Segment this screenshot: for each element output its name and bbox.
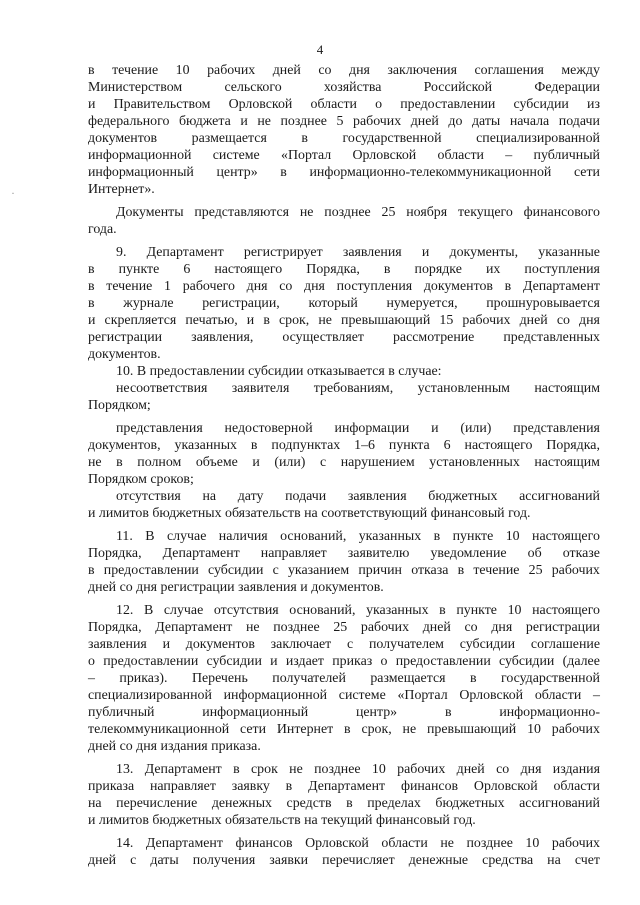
text-line: в предоставлении субсидии с указанием причин отказа в течение 25 рабочих xyxy=(88,563,600,578)
text-line: приказа направляет заявку в Департамент финансов Орловской области xyxy=(88,779,600,794)
text-line: информационный центр» в информационно-телекоммуникационной сети xyxy=(88,165,600,180)
text-line: в течение 10 рабочих дней со дня заключения соглашения между xyxy=(88,63,600,78)
document-body xyxy=(88,62,600,869)
text-line: специализированной информационной системе «Портал Орловской области – xyxy=(88,688,600,703)
text-line: – приказ). Перечень получателей размещается в государственной xyxy=(88,671,600,686)
text-line: заявления и документов заключает с получателем субсидии соглашение xyxy=(88,637,600,652)
text-line: Порядком; xyxy=(88,398,151,413)
text-line: представления недостоверной информации и (или) представления xyxy=(116,421,600,436)
text-line: в течение 1 рабочего дня со дня поступления документов в Департамент xyxy=(88,279,600,294)
text-line: Министерством сельского хозяйства Российской Федерации xyxy=(88,80,600,95)
text-line: в пункте 6 настоящего Порядка, в порядке их поступления xyxy=(88,262,600,277)
text-line: 14. Департамент финансов Орловской области не позднее 10 рабочих xyxy=(116,836,600,851)
text-line: и лимитов бюджетных обязательств на соответствующий финансовый год. xyxy=(88,506,531,521)
text-line: федерального бюджета и не позднее 5 рабочих дней до даты начала подачи xyxy=(88,114,600,129)
text-line: отсутствия на дату подачи заявления бюджетных ассигнований xyxy=(116,489,600,504)
text-line: дней со дня издания приказа. xyxy=(88,739,261,754)
text-line: не в полном объеме и (или) с нарушением установленных настоящим xyxy=(88,455,600,470)
text-line: и скрепляется печатью, и в срок, не превышающий 15 рабочих дней со дня xyxy=(88,313,600,328)
margin-mark: · xyxy=(11,186,15,200)
text-line: информационной системе «Портал Орловской области – публичный xyxy=(88,148,600,163)
text-line: и Правительством Орловской области о предоставлении субсидии из xyxy=(88,97,600,112)
text-line: в журнале регистрации, который нумеруется, прошнуровывается xyxy=(88,296,600,311)
text-line: документов размещается в государственной специализированной xyxy=(88,131,600,146)
text-line: 10. В предоставлении субсидии отказывается в случае: xyxy=(116,364,442,379)
text-line: дней со дня регистрации заявления и документов. xyxy=(88,580,384,595)
text-line: публичный информационный центр» в информационно- xyxy=(88,705,600,720)
text-line: о предоставлении субсидии и издает приказ о предоставлении субсидии (далее xyxy=(88,654,600,669)
text-line: года. xyxy=(88,222,117,237)
text-line: Порядка, Департамент направляет заявителю уведомление об отказе xyxy=(88,546,600,561)
text-line: 12. В случае отсутствия оснований, указанных в пункте 10 настоящего xyxy=(116,603,600,618)
text-line: 9. Департамент регистрирует заявления и документы, указанные xyxy=(116,245,600,260)
text-line: на перечисление денежных средств в пределах бюджетных ассигнований xyxy=(88,796,600,811)
text-line: Порядка, Департамент не позднее 25 рабочих дней со дня регистрации xyxy=(88,620,600,635)
text-line: и лимитов бюджетных обязательств на текущий финансовый год. xyxy=(88,813,476,828)
text-line: документов, указанных в подпунктах 1–6 пункта 6 настоящего Порядка, xyxy=(88,438,600,453)
text-line: несоответствия заявителя требованиям, установленным настоящим xyxy=(116,381,600,396)
page-number: 4 xyxy=(316,42,324,57)
text-line: Документы представляются не позднее 25 ноября текущего финансового xyxy=(116,205,600,220)
text-line: Интернет». xyxy=(88,182,155,197)
text-line: 11. В случае наличия оснований, указанных в пункте 10 настоящего xyxy=(116,529,600,544)
text-line: дней с даты получения заявки перечисляет денежные средства на счет xyxy=(88,853,600,868)
text-line: 13. Департамент в срок не позднее 10 рабочих дней со дня издания xyxy=(116,762,600,777)
text-line: документов. xyxy=(88,347,161,362)
text-line: регистрации заявления, осуществляет рассмотрение представленных xyxy=(88,330,600,345)
text-line: телекоммуникационной сети Интернет в срок, не превышающий 10 рабочих xyxy=(88,722,600,737)
text-line: Порядком сроков; xyxy=(88,472,194,487)
